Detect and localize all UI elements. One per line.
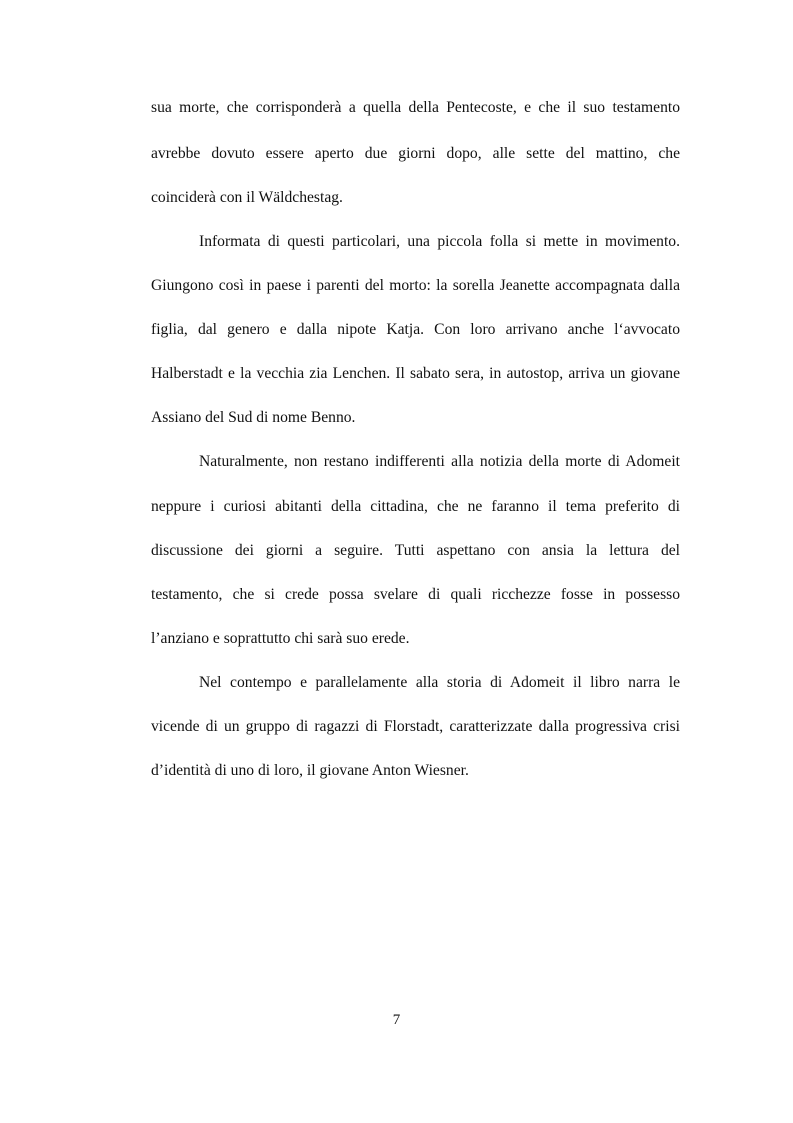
text-line: Informata di questi particolari, una piccola folla si mette in movimento. bbox=[199, 233, 680, 250]
text-line: discussione dei giorni a seguire. Tutti aspettano con ansia la lettura del bbox=[151, 542, 680, 559]
page-number: 7 bbox=[392, 1012, 401, 1028]
text-line: Nel contempo e parallelamente alla storia di Adomeit il libro narra le bbox=[199, 674, 680, 691]
text-line: sua morte, che corrisponderà a quella della Pentecoste, e che il suo testamento bbox=[151, 99, 680, 116]
text-line: Halberstadt e la vecchia zia Lenchen. Il sabato sera, in autostop, arriva un giovane bbox=[151, 365, 680, 382]
text-line: vicende di un gruppo di ragazzi di Florstadt, caratterizzate dalla progressiva crisi bbox=[151, 718, 680, 735]
text-line: Assiano del Sud di nome Benno. bbox=[151, 409, 356, 426]
text-line: l’anziano e soprattutto chi sarà suo erede. bbox=[151, 630, 410, 647]
text-line: neppure i curiosi abitanti della cittadina, che ne faranno il tema preferito di bbox=[151, 498, 680, 515]
text-line: figlia, dal genero e dalla nipote Katja. Con loro arrivano anche l‘avvocato bbox=[151, 321, 680, 338]
text-line: coinciderà con il Wäldchestag. bbox=[151, 189, 343, 206]
text-line: Giungono così in paese i parenti del morto: la sorella Jeanette accompagnata dalla bbox=[151, 277, 680, 294]
text-line: d’identità di uno di loro, il giovane Anton Wiesner. bbox=[151, 762, 469, 779]
text-line: avrebbe dovuto essere aperto due giorni dopo, alle sette del mattino, che bbox=[151, 145, 680, 162]
text-line: Naturalmente, non restano indifferenti alla notizia della morte di Adomeit bbox=[199, 453, 680, 470]
text-line: testamento, che si crede possa svelare di quali ricchezze fosse in possesso bbox=[151, 586, 680, 603]
